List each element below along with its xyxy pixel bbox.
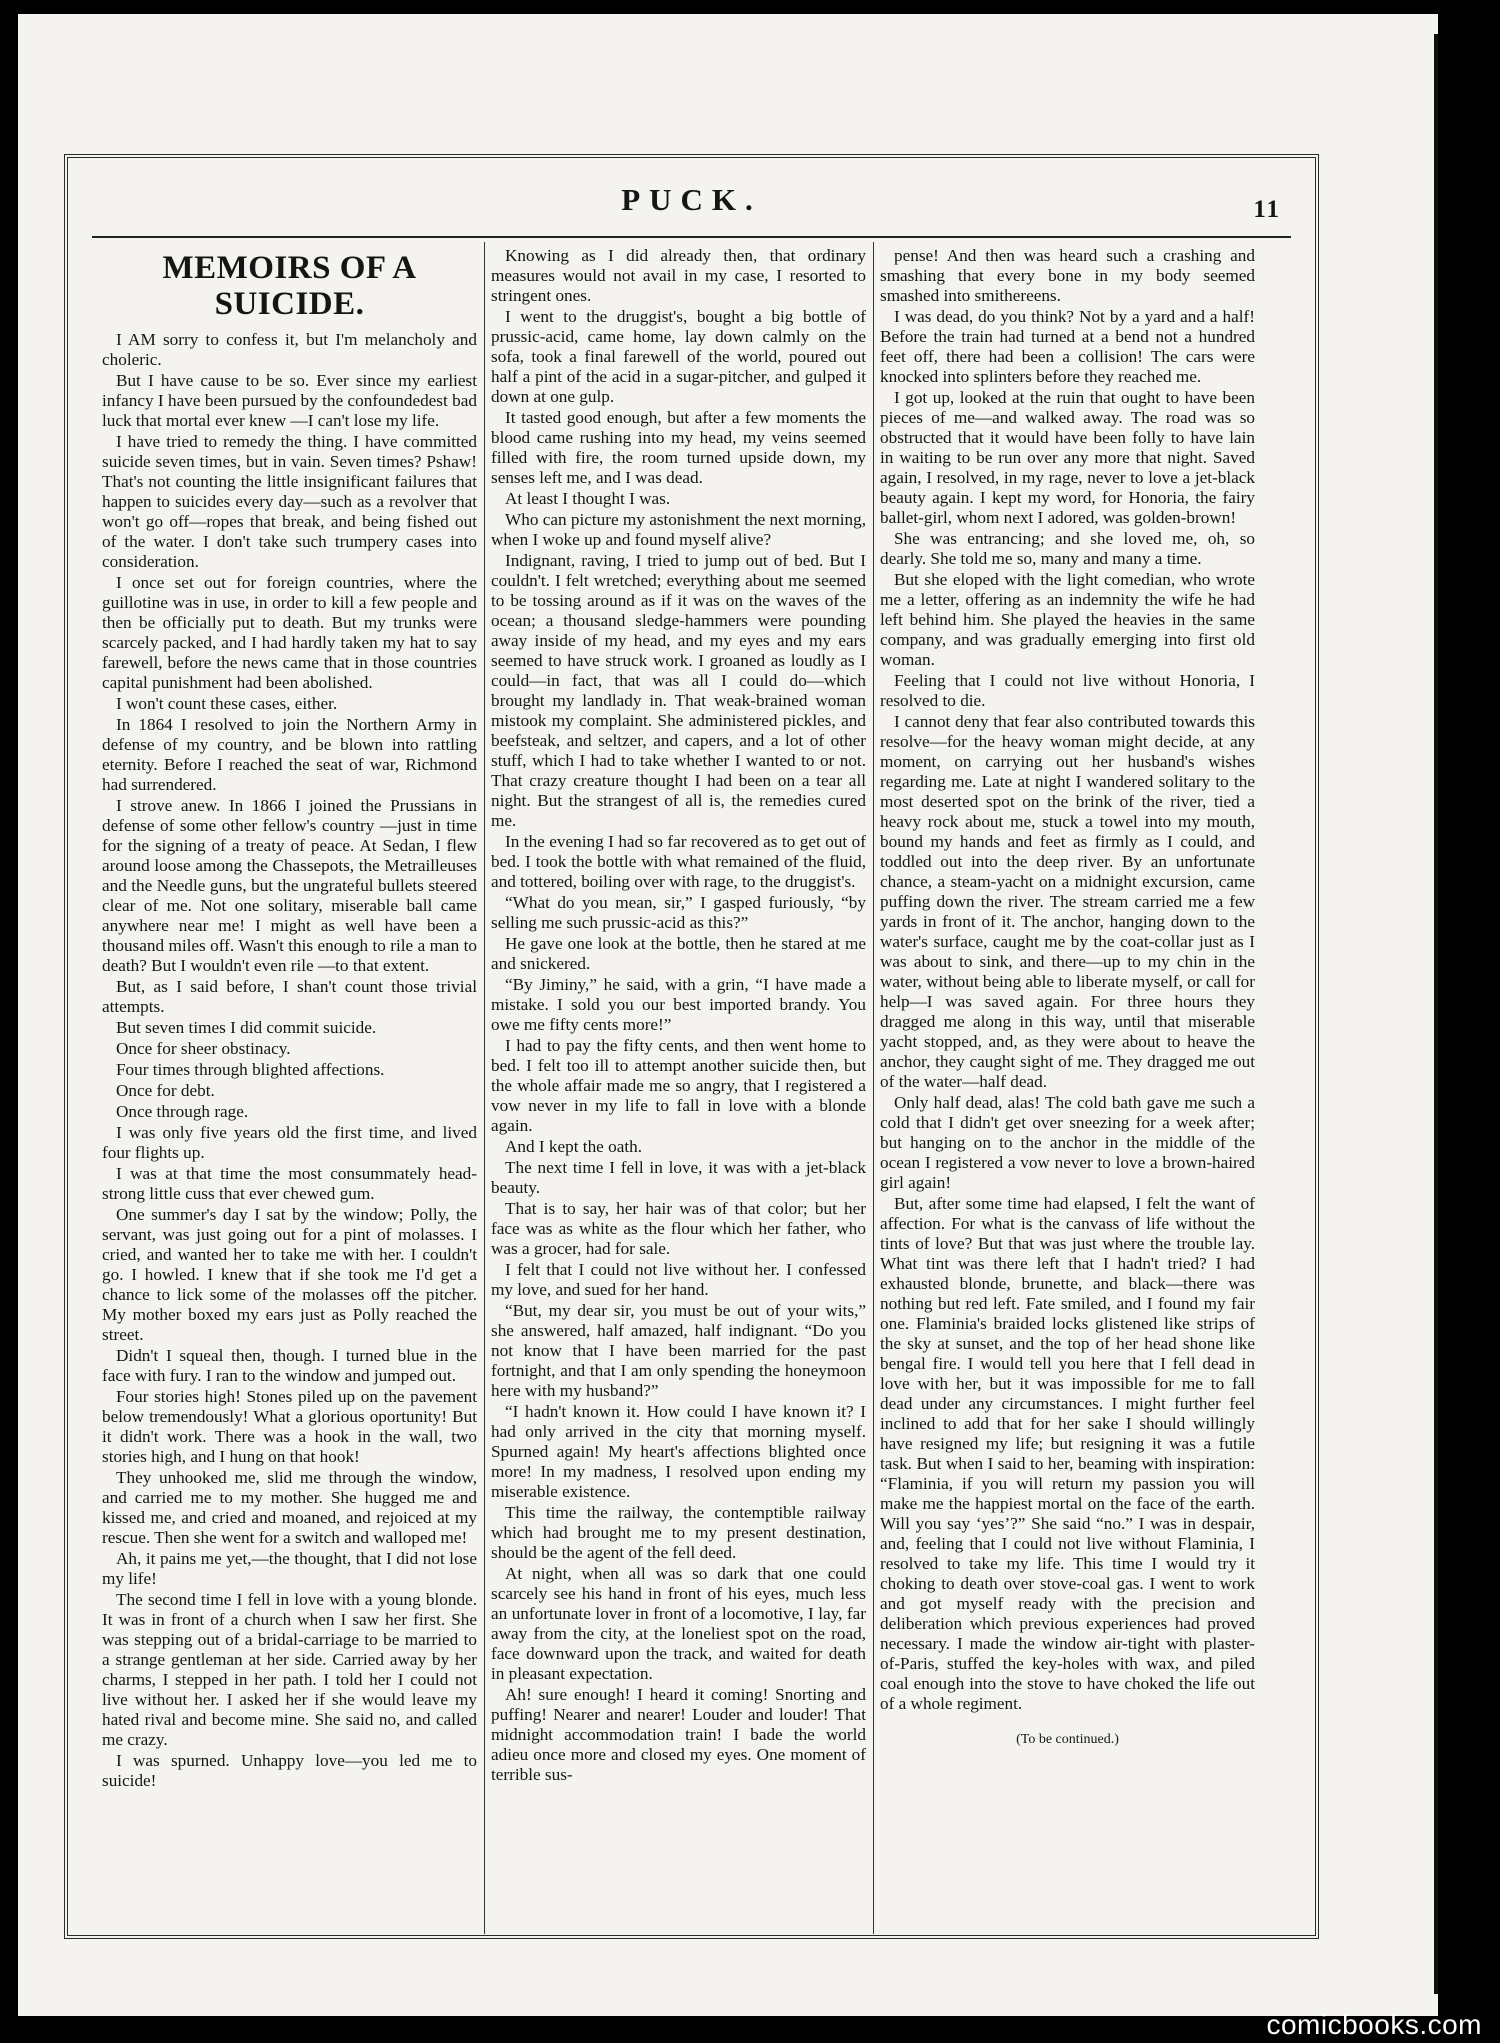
paragraph: But, after some time had elapsed, I felt the want of affection. For what is the canvass of life without the tints of love? But that was just where the trouble lay. What tint was there left that I hadn't tried? I had exhausted blonde, brunette, and black—there was nothing but red left. Fate smiled, and I found my fair one. Flaminia's braided locks glistened like strips of the sky at sunset, and the top of her head shone like bengal fire. I would tell you here that I fell dead in love with her, but it was impossible for me to fall dead under any circumstances. I might further feel inclined to add that for her sake I should willingly have resigned my life; but resigning it was a futile task. But when I said to her, beaming with inspiration: “Flaminia, if you will return my passion you will make me the happiest mortal on the face of the earth. Will you say ‘yes’?” She said “no.” I was in despair, and, feeling that I could not live without Flaminia, I resolved to take my life. This time I would try it choking to death over stove-coal gas. I went to work and got myself ready with the precision and deliberation which previous experiences had proved necessary. I made the window air-tight with plaster-of-Paris, stuffed the key-holes with wax, and piled coal enough into the stove to have choked the life out of a whole regiment. — [880, 1194, 1255, 1713]
column-1 — [102, 246, 477, 1936]
page-number: 11 — [1253, 196, 1281, 223]
column-divider-1 — [484, 242, 485, 1934]
paragraph: But, as I said before, I shan't count those trivial attempts. — [102, 977, 477, 1016]
paragraph: At least I thought I was. — [505, 489, 671, 508]
paragraph: Ah! sure enough! I heard it coming! Snorting and puffing! Nearer and nearer! Louder and louder! That midnight accommodation train! I bade the world adieu once more and closed my eyes. One moment of terrible sus- — [491, 1685, 866, 1784]
paragraph: The second time I fell in love with a young blonde. It was in front of a church when I saw her first. She was stepping out of a bridal-carriage to be married to a strange gentleman at her side. Carried away by her charms, I stepped in her path. I told her I could not live without her. I asked her if she would leave my hated rival and become mine. She said no, and called me crazy. — [102, 1590, 477, 1749]
paragraph: The next time I fell in love, it was with a jet-black beauty. — [491, 1158, 866, 1197]
column-3-text — [880, 246, 1255, 1714]
watermark-logo: comicbooks.com — [1266, 2009, 1482, 2040]
paragraph: pense! And then was heard such a crashing and smashing that every bone in my body seemed smashed into smithereens. — [880, 246, 1255, 305]
paragraph: “By Jiminy,” he said, with a grin, “I have made a mistake. I sold you our best imported brandy. You owe me fifty cents more!” — [491, 975, 866, 1034]
page-edge — [1434, 34, 1438, 1994]
paragraph: I once set out for foreign countries, where the guillotine was in use, in order to kill a few people and then be officially put to death. But my trunks were scarcely packed, and I had hardly taken my hat to say farewell, before the news came that in those countries capital punishment had been abolished. — [102, 573, 477, 692]
paragraph: I have tried to remedy the thing. I have committed suicide seven times, but in vain. Seven times? Pshaw! That's not counting the little insignificant failures that happen to suicides every day—such as a revolver that won't go off—ropes that break, and being fished out of the water. I don't take such trumpery cases into consideration. — [102, 432, 477, 571]
paragraph: I was dead, do you think? Not by a yard and a half! Before the train had turned at a bend not a hundred feet off, there had been a collision! The cars were knocked into splinters before they reached me. — [880, 307, 1255, 386]
paragraph: Once for sheer obstinacy. — [116, 1039, 291, 1058]
paragraph: “I hadn't known it. How could I have known it? I had only arrived in the city that morning myself. Spurned again! My heart's affections blighted once more! In my madness, I resolved upon ending my miserable existence. — [491, 1402, 866, 1501]
paragraph: Once for debt. — [116, 1081, 215, 1100]
paragraph: I won't count these cases, either. — [116, 694, 338, 713]
paragraph: But I have cause to be so. Ever since my earliest infancy I have been pursued by the confoundedest bad luck that mortal ever knew —I can't lose my life. — [102, 371, 477, 430]
paragraph: Feeling that I could not live without Honoria, I resolved to die. — [880, 671, 1255, 710]
paragraph: Who can picture my astonishment the next morning, when I woke up and found myself alive? — [491, 510, 866, 549]
paragraph: Only half dead, alas! The cold bath gave me such a cold that I didn't get over sneezing for a week after; but hanging on to the anchor in the middle of the ocean I registered a vow never to love a brown-haired girl again! — [880, 1093, 1255, 1192]
paragraph: “But, my dear sir, you must be out of your wits,” she answered, half amazed, half indignant. “Do you not know that I have been married for the past fortnight, and that I am only spending the honeymoon here with my husband?” — [491, 1301, 866, 1400]
header-rule — [92, 236, 1291, 238]
paragraph: I had to pay the fifty cents, and then went home to bed. I felt too ill to attempt another suicide then, but the whole affair made me so angry, that I registered a vow never in my life to fall in love with a blonde again. — [491, 1036, 866, 1135]
paragraph: One summer's day I sat by the window; Polly, the servant, was just going out for a pint of molasses. I cried, and wanted her to take me with her. I couldn't go. I howled. I knew that if she took me I'd get a chance to lick some of the molasses off the pitcher. My mother boxed my ears just as Polly reached the street. — [102, 1205, 477, 1344]
paragraph: I cannot deny that fear also contributed towards this resolve—for the heavy woman might decide, at any moment, on carrying out her husband's wishes regarding me. Late at night I wandered solitary to the most deserted spot on the brink of the river, tied a heavy rock about me, stuck a towel into my mouth, bound my hands and feet as firmly as I could, and toddled out into the deep river. By an unfortunate chance, a steam-yacht on a midnight excursion, came puffing down the river. The stream carried me a few yards in front of it. The anchor, hanging down to the water's surface, caught me by the coat-collar just as I was about to sink, and there—up to my chin in the water, without being able to liberate myself, or call for help—I was saved again. For three hours they dragged me along in this way, until that miserable yacht stopped, and, as they were about to heave the anchor, they caught sight of me. They dragged me out of the water—half dead. — [880, 712, 1255, 1091]
paragraph: I strove anew. In 1866 I joined the Prussians in defense of some other fellow's country —just in time for the signing of a treaty of peace. At Sedan, I flew around loose among the Chassepots, the Metrailleuses and the Needle guns, but the ungrateful bullets steered clear of me. Not one solitary, miserable ball came anywhere near me! I might as well have been a thousand miles off. Wasn't this enough to rile a man to death? But I wouldn't even rile —to that extent. — [102, 796, 477, 975]
paragraph: In 1864 I resolved to join the Northern Army in defense of my country, and be blown into rattling eternity. Before I reached the seat of war, Richmond had surrendered. — [102, 715, 477, 794]
paragraph: Four times through blighted affections. — [116, 1060, 385, 1079]
page-frame — [64, 154, 1319, 1939]
column-3 — [880, 246, 1255, 1936]
paragraph: I got up, looked at the ruin that ought to have been pieces of me—and walked away. The road was so obstructed that it would have been folly to have lain in waiting to be run over any more that night. Saved again, I resolved, in my rage, never to love a jet-black beauty again. I kept my word, for Honoria, the fairy ballet-girl, whom next I adored, was golden-brown! — [880, 388, 1255, 527]
column-1-text — [102, 330, 477, 1791]
paragraph: I went to the druggist's, bought a big bottle of prussic-acid, came home, lay down calmly on the sofa, took a final farewell of the world, poured out half a pint of the acid in a sugar-pitcher, and gulped it down at one gulp. — [491, 307, 866, 406]
article-title: MEMOIRS OF A SUICIDE. — [162, 250, 417, 322]
paragraph: She was entrancing; and she loved me, oh, so dearly. She told me so, many and many a time. — [880, 529, 1255, 568]
paragraph: But seven times I did commit suicide. — [116, 1018, 377, 1037]
paragraph: At night, when all was so dark that one could scarcely see his hand in front of his eyes, much less an unfortunate lover in front of a locomotive, I lay, far away from the city, at the loneliest spot on the road, face downward upon the track, and waited for death in pleasant expectation. — [491, 1564, 866, 1683]
paragraph: “What do you mean, sir,” I gasped furiously, “by selling me such prussic-acid as this?” — [491, 893, 866, 932]
column-2-text — [491, 246, 866, 1785]
paragraph: In the evening I had so far recovered as to get out of bed. I took the bottle with what remained of the fluid, and tottered, boiling over with rage, to the druggist's. — [491, 832, 866, 891]
masthead: PUCK. — [621, 182, 762, 217]
paragraph: It tasted good enough, but after a few moments the blood came rushing into my head, my veins seemed filled with fire, the room turned upside down, my senses left me, and I was dead. — [491, 408, 866, 487]
paragraph: They unhooked me, slid me through the window, and carried me to my mother. She hugged me and kissed me, and cried and moaned, and rejoiced at my rescue. Then she went for a switch and walloped me! — [102, 1468, 477, 1547]
paragraph: I was only five years old the first time, and lived four flights up. — [102, 1123, 477, 1162]
paragraph: That is to say, her hair was of that color; but her face was as white as the flour which her father, who was a grocer, had for sale. — [491, 1199, 866, 1258]
paragraph: I AM sorry to confess it, but I'm melancholy and choleric. — [102, 330, 477, 369]
paragraph: Knowing as I did already then, that ordinary measures would not avail in my case, I resorted to stringent ones. — [491, 246, 866, 305]
paragraph: Ah, it pains me yet,—the thought, that I did not lose my life! — [102, 1549, 477, 1588]
paragraph: Four stories high! Stones piled up on the pavement below tremendously! What a glorious oportunity! But it didn't work. There was a hook in the wall, two stories high, and I hung on that hook! — [102, 1387, 477, 1466]
column-divider-2 — [873, 242, 874, 1934]
paragraph: This time the railway, the contemptible railway which had brought me to my present destination, should be the agent of the fell deed. — [491, 1503, 866, 1562]
paragraph: He gave one look at the bottle, then he stared at me and snickered. — [491, 934, 866, 973]
paragraph: But she eloped with the light comedian, who wrote me a letter, offering as an indemnity the wife he had left behind him. She played the heavies in the same company, and was gradually emerging into first old woman. — [880, 570, 1255, 669]
continued-note: (To be continued.) — [1016, 1732, 1119, 1747]
magazine-page — [18, 14, 1438, 2016]
paragraph: I was at that time the most consummately head-strong little cuss that ever chewed gum. — [102, 1164, 477, 1203]
paragraph: Once through rage. — [116, 1102, 249, 1121]
paragraph: Didn't I squeal then, though. I turned blue in the face with fury. I ran to the window and jumped out. — [102, 1346, 477, 1385]
column-2 — [491, 246, 866, 1936]
paragraph: Indignant, raving, I tried to jump out of bed. But I couldn't. I felt wretched; everything about me seemed to be tossing around as if it was on the waves of the ocean; a thousand sledge-hammers were pounding away inside of my head, and my eyes and my ears seemed to have struck work. I groaned as loudly as I could—in fact, that was all I could do—which brought my landlady in. That weak-brained woman mistook my complaint. She administered pickles, and beefsteak, and seltzer, and capers, and a lot of other stuff, which I had to take whether I wanted to or not. That crazy creature thought I had been on a tear all night. But the strangest of all is, the remedies cured me. — [491, 551, 866, 830]
paragraph: I was spurned. Unhappy love—you led me to suicide! — [102, 1751, 477, 1790]
paragraph: And I kept the oath. — [505, 1137, 642, 1156]
paragraph: I felt that I could not live without her. I confessed my love, and sued for her hand. — [491, 1260, 866, 1299]
